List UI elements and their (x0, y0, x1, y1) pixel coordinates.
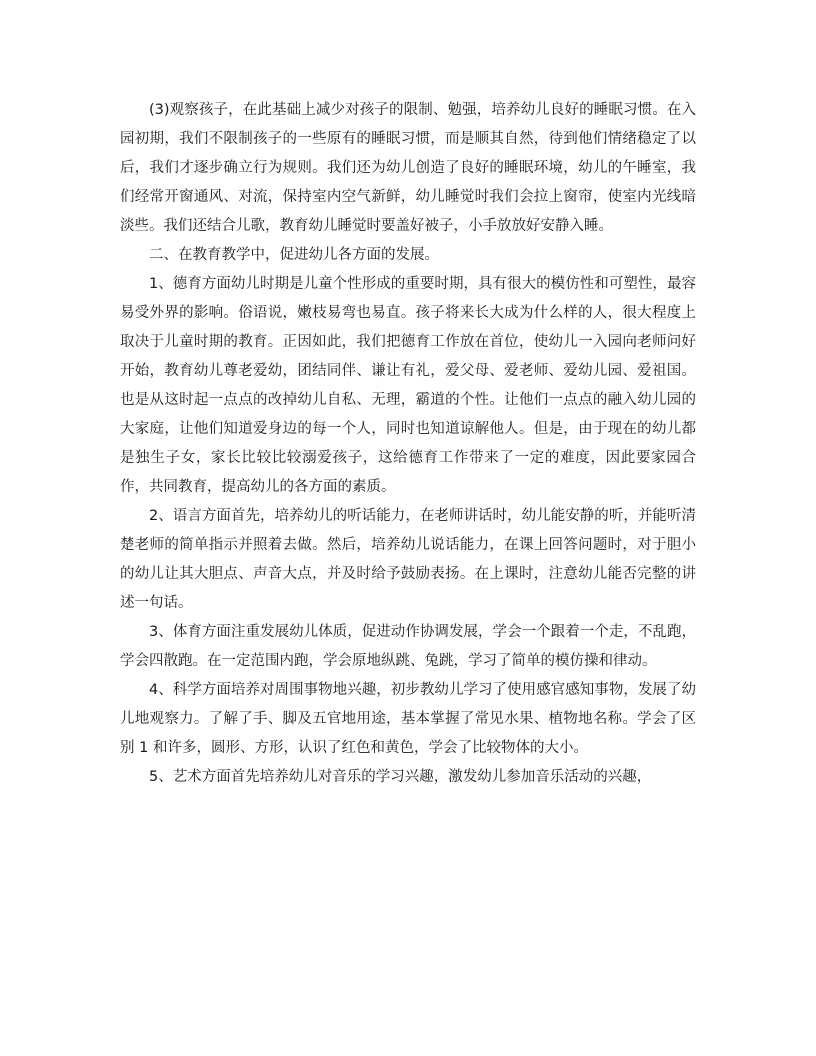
paragraph-physical-education: 3、体育方面注重发展幼儿体质，促进动作协调发展，学会一个跟着一个走，不乱跑，学会四散跑。在一定范围内跑，学会原地纵跳、兔跳，学习了简单的模仿操和律动。 (120, 624, 696, 669)
paragraph-language: 2、语言方面首先，培养幼儿的听话能力，在老师讲话时，幼儿能安静的听，并能听清楚老师的简单指示并照着去做。然后，培养幼儿说话能力，在课上回答问题时，对于胆小的幼儿让其大胆点、声音大点，并及时给予鼓励表扬。在上课时，注意幼儿能否完整的讲述一句话。 (120, 508, 696, 611)
section-heading-education: 二、在教育教学中，促进幼儿各方面的发展。 (149, 247, 439, 263)
document-page (120, 96, 696, 792)
paragraph-art: 5、艺术方面首先培养幼儿对音乐的学习兴趣，激发幼儿参加音乐活动的兴趣， (149, 769, 652, 785)
paragraph-science: 4、科学方面培养对周围事物地兴趣，初步教幼儿学习了使用感官感知事物，发展了幼儿地观察力。了解了手、脚及五官地用途，基本掌握了常见水果、植物地名称。学会了区别 1 和许多，圆形、方形，认识了红色和黄色，学会了比较物体的大小。 (120, 682, 696, 756)
paragraph-moral-education: 1、德育方面幼儿时期是儿童个性形成的重要时期，具有很大的模仿性和可塑性，最容易受外界的影响。俗语说，嫩枝易弯也易直。孩子将来长大成为什么样的人，很大程度上取决于儿童时期的教育。正因如此，我们把德育工作放在首位，使幼儿一入园向老师问好开始，教育幼儿尊老爱幼，团结同伴、谦让有礼，爱父母、爱老师、爱幼儿园、爱祖国。也是从这时起一点点的改掉幼儿自私、无理，霸道的个性。让他们一点点的融入幼儿园的大家庭，让他们知道爱身边的每一个人，同时也知道谅解他人。但是，由于现在的幼儿都是独生子女，家长比较比较溺爱孩子，这给德育工作带来了一定的难度，因此要家园合作，共同教育，提高幼儿的各方面的素质。 (120, 276, 696, 495)
paragraph-sleep-habits: (3)观察孩子，在此基础上减少对孩子的限制、勉强，培养幼儿良好的睡眠习惯。在入园初期，我们不限制孩子的一些原有的睡眠习惯，而是顺其自然，待到他们情绪稳定了以后，我们才逐步确立行为规则。我们还为幼儿创造了良好的睡眠环境，幼儿的午睡室，我们经常开窗通风、对流，保持室内空气新鲜，幼儿睡觉时我们会拉上窗帘，使室内光线暗淡些。我们还结合儿歌，教育幼儿睡觉时要盖好被子，小手放放好安静入睡。 (120, 102, 696, 234)
